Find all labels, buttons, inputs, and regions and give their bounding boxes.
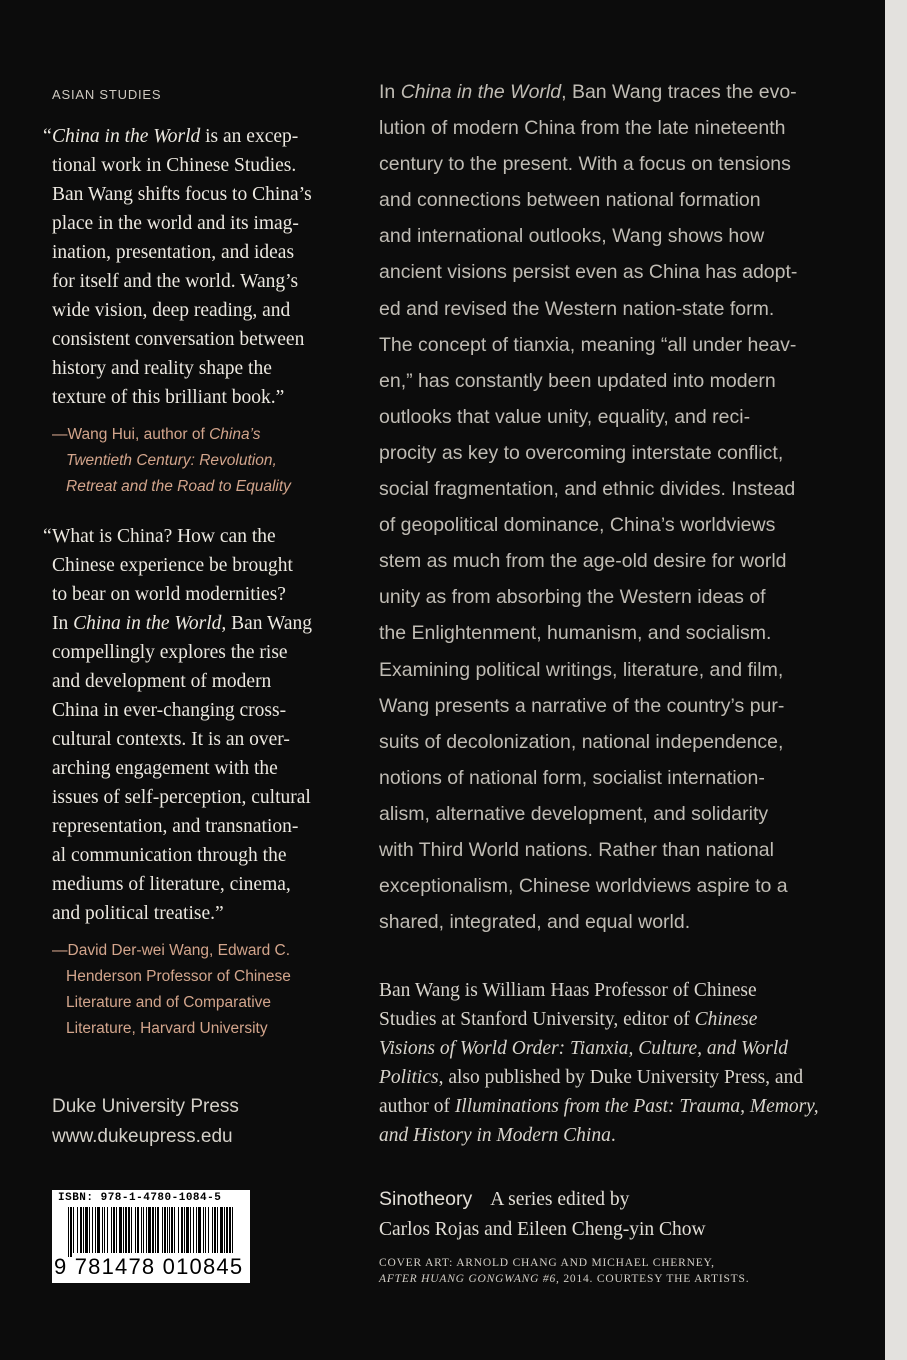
text-segment: and connections between national formation [379, 189, 761, 212]
text-line [379, 543, 839, 579]
attribution-line: Literature, Harvard University [66, 1020, 268, 1037]
text-line [379, 182, 839, 218]
text-line [379, 724, 839, 760]
blurb-quote-2-lines [52, 522, 352, 928]
barcode-bar [157, 1207, 159, 1253]
text-segment: China in ever-changing cross- [52, 700, 287, 721]
text-segment: is an excep- [200, 126, 299, 147]
barcode-bar [190, 1207, 191, 1253]
text-segment: arching engagement with the [52, 758, 278, 779]
italic-title: China in the World [52, 126, 201, 147]
barcode-bar [85, 1207, 88, 1253]
barcode-bar [111, 1207, 112, 1253]
text-segment: Ban Wang [226, 613, 313, 634]
publisher-name: Duke University Press [52, 1096, 239, 1117]
barcode-bar [186, 1207, 189, 1253]
text-line [379, 796, 839, 832]
barcode-bar [92, 1207, 93, 1253]
text-line [379, 868, 839, 904]
barcode-bar [229, 1207, 231, 1253]
barcode-bar [203, 1207, 204, 1253]
barcode-bar [152, 1207, 154, 1253]
barcode-bar [214, 1207, 216, 1253]
text-line [379, 435, 839, 471]
credit-line-1: COVER ART: ARNOLD CHANG AND MICHAEL CHERNEY, [379, 1257, 715, 1269]
text-segment: century to the present. With a focus on tensions [379, 153, 791, 176]
text-line [379, 471, 839, 507]
text-segment: ed and revised the Western nation-state form. [379, 297, 775, 320]
author-bio [379, 976, 849, 1150]
text-line [52, 267, 352, 296]
text-segment: , also published by Duke University Press, and [438, 1067, 804, 1088]
artwork-title: AFTER HUANG GONGWANG #6, [379, 1273, 560, 1285]
barcode-bar [167, 1207, 168, 1253]
barcode-bar [155, 1207, 156, 1253]
barcode-bar [226, 1207, 228, 1253]
text-segment: stem as much from the age-old desire for world [379, 550, 787, 573]
text-segment: texture of this brilliant book.” [52, 387, 285, 408]
isbn-label: ISBN: 978-1-4780-1084-5 [58, 1192, 222, 1204]
barcode-bar [193, 1207, 194, 1253]
text-line [379, 976, 849, 1005]
text-line [379, 1063, 849, 1092]
opening-quote-mark: “ [43, 126, 52, 147]
text-segment: consistent conversation between [52, 329, 305, 350]
barcode-bar [104, 1207, 105, 1253]
text-line [52, 551, 352, 580]
text-line [52, 180, 352, 209]
barcode-bar [181, 1207, 183, 1253]
text-segment: outlooks that value unity, equality, and reci- [379, 405, 751, 428]
text-line [52, 522, 352, 551]
text-segment: author of [379, 1096, 455, 1117]
barcode-bar [169, 1207, 170, 1253]
barcode-bar [164, 1207, 166, 1253]
text-segment: and development of modern [52, 671, 272, 692]
barcode-bar [70, 1207, 72, 1257]
text-line [52, 609, 352, 638]
text-segment: exceptionalism, Chinese worldviews aspire to a [379, 875, 788, 898]
text-line [52, 870, 352, 899]
text-line [52, 296, 352, 325]
category-label: ASIAN STUDIES [52, 87, 162, 102]
text-segment: cultural contexts. It is an over- [52, 729, 290, 750]
attribution-line: Literature and of Comparative [66, 994, 272, 1011]
italic-title: China in the World, [73, 613, 227, 634]
text-segment: representation, and transnation- [52, 816, 299, 837]
text-line [379, 652, 839, 688]
cover-art-credit [379, 1255, 859, 1287]
attribution-line: —David Der-wei Wang, Edward C. [52, 942, 291, 959]
italic-title: Visions of World Order: Tianxia, Culture, and World [379, 1038, 788, 1059]
text-line [52, 899, 352, 928]
text-segment: compellingly explores the rise [52, 642, 288, 663]
text-segment: Studies at Stanford University, editor of [379, 1009, 695, 1030]
text-segment: for itself and the world. Wang’s [52, 271, 299, 292]
barcode-bar [146, 1207, 147, 1253]
text-segment: suits of decolonization, national independence, [379, 730, 784, 753]
text-segment: to bear on world modernities? [52, 584, 286, 605]
text-segment: the Enlightenment, humanism, and socialism. [379, 622, 772, 645]
barcode-bar [196, 1207, 197, 1253]
barcode-bar [171, 1207, 173, 1253]
text-line [379, 579, 839, 615]
publisher-url: www.dukeupress.edu [52, 1126, 233, 1147]
barcode-bars [68, 1207, 238, 1257]
barcode-bar [89, 1207, 90, 1253]
italic-title: Chinese [694, 1009, 758, 1030]
text-line [52, 812, 352, 841]
text-line [52, 325, 352, 354]
text-line [379, 74, 839, 110]
blurb-attribution-2 [52, 938, 352, 1042]
text-segment: and international outlooks, Wang shows how [379, 225, 765, 248]
text-segment: Examining political writings, literature, and film, [379, 658, 784, 681]
text-line [379, 760, 839, 796]
barcode-bar [135, 1207, 136, 1253]
barcode-number: 9 781478 010845 [54, 1254, 244, 1279]
barcode-bar [116, 1207, 117, 1253]
text-line [52, 354, 352, 383]
series-name: Sinotheory [379, 1188, 473, 1210]
text-segment: Ban Wang is William Haas Professor of Chinese [379, 980, 757, 1001]
text-segment: What is China? How can the [52, 526, 276, 547]
italic-title: China in the World [400, 81, 562, 103]
barcode-bar [148, 1207, 151, 1253]
text-segment: place in the world and its imag- [52, 213, 299, 234]
text-line [52, 638, 352, 667]
text-line [52, 841, 352, 870]
text-segment: notions of national form, socialist internation- [379, 766, 765, 789]
text-line [379, 1034, 849, 1063]
barcode-bar [208, 1207, 209, 1253]
text-segment: Wang presents a narrative of the country’s pur- [379, 694, 785, 717]
text-line [379, 218, 839, 254]
text-line [379, 254, 839, 290]
opening-quote-mark: “ [43, 526, 52, 547]
barcode-bar [141, 1207, 142, 1253]
text-segment: with Third World nations. Rather than national [379, 838, 774, 861]
barcode-bar [162, 1207, 163, 1253]
barcode-bar [217, 1207, 218, 1253]
text-segment: shared, integrated, and equal world. [379, 911, 691, 934]
blurb-quote-1 [43, 122, 352, 412]
barcode-bar [128, 1207, 130, 1253]
text-line [379, 615, 839, 651]
text-line [52, 783, 352, 812]
text-line [379, 832, 839, 868]
barcode-bar [137, 1207, 139, 1253]
text-line [52, 667, 352, 696]
text-line [379, 110, 839, 146]
text-segment: Ban Wang shifts focus to China’s [52, 184, 312, 205]
text-segment: history and reality shape the [52, 358, 272, 379]
barcode-bar [184, 1207, 185, 1253]
barcode-bar [113, 1207, 115, 1253]
text-segment: Chinese experience be brought [52, 555, 293, 576]
barcode-bar [143, 1207, 144, 1253]
text-segment: social fragmentation, and ethnic divides. Instead [379, 478, 796, 501]
text-segment: wide vision, deep reading, and [52, 300, 291, 321]
book-description [379, 74, 839, 940]
text-segment: tional work in Chinese Studies. [52, 155, 297, 176]
text-segment: and political treatise.” [52, 903, 224, 924]
barcode-bar [123, 1207, 124, 1253]
text-line [52, 580, 352, 609]
text-segment: en,” has constantly been updated into modern [379, 369, 776, 392]
barcode-bar [198, 1207, 201, 1253]
barcode-bar [125, 1207, 127, 1253]
barcode-bar [68, 1207, 69, 1257]
text-segment: , Ban Wang traces the evo- [561, 81, 797, 103]
text-segment: The concept of tianxia, meaning “all under heav- [379, 333, 797, 356]
text-segment: ancient visions persist even as China has adopt- [379, 261, 798, 284]
text-line [379, 507, 839, 543]
credit-line-2: 2014. COURTESY THE ARTISTS. [559, 1273, 750, 1285]
barcode-bar [232, 1207, 233, 1253]
barcode-bar [205, 1207, 206, 1253]
barcode-bar [102, 1207, 103, 1253]
barcode-bar [73, 1207, 74, 1253]
barcode-bar [77, 1207, 78, 1253]
isbn-barcode [52, 1190, 250, 1283]
series-editors: Carlos Rojas and Eileen Cheng-yin Chow [379, 1219, 706, 1240]
series-info [379, 1184, 849, 1245]
text-line [52, 725, 352, 754]
text-line [52, 151, 352, 180]
attribution-line: Henderson Professor of Chinese [66, 968, 291, 985]
text-segment: unity as from absorbing the Western ideas of [379, 586, 766, 609]
barcode-bar [107, 1207, 108, 1253]
attribution-prefix: —Wang Hui, author of [52, 426, 210, 443]
text-segment: of geopolitical dominance, China’s worldviews [379, 514, 776, 537]
text-line [379, 399, 839, 435]
barcode-bar [224, 1207, 225, 1253]
barcode-bar [212, 1207, 213, 1253]
text-segment: al communication through the [52, 845, 287, 866]
text-line [379, 688, 839, 724]
text-segment: issues of self-perception, cultural [52, 787, 311, 808]
text-line [52, 122, 352, 151]
text-line [52, 754, 352, 783]
blurb-attribution-1 [52, 422, 352, 500]
text-line [379, 1092, 849, 1121]
text-line [379, 327, 839, 363]
blurb-quote-2 [43, 522, 352, 928]
barcode-bar [178, 1207, 179, 1253]
text-segment: alism, alternative development, and solidarity [379, 802, 769, 825]
blurb-quote-1-lines [52, 122, 352, 412]
text-line [52, 383, 352, 412]
text-segment: In [379, 81, 401, 103]
series-edited-by: A series edited by [490, 1189, 630, 1210]
text-line [379, 146, 839, 182]
barcode-bar [119, 1207, 122, 1253]
attribution-book-title: Twentieth Century: Revolution, [66, 452, 277, 469]
italic-title: and History in Modern China [379, 1125, 611, 1146]
spine-edge [885, 0, 907, 1360]
text-segment: procity as key to overcoming interstate conflict, [379, 441, 784, 464]
text-line [379, 904, 839, 940]
attribution-book-title: Retreat and the Road to Equality [66, 478, 291, 495]
barcode-bar [80, 1207, 82, 1253]
text-line [379, 363, 839, 399]
text-segment: In [52, 613, 74, 634]
barcode-bar [97, 1207, 100, 1253]
barcode-bar [95, 1207, 96, 1253]
text-line [379, 291, 839, 327]
text-line [379, 1005, 849, 1034]
text-segment: mediums of literature, cinema, [52, 874, 291, 895]
publisher-block [52, 1092, 239, 1152]
barcode-bar [131, 1207, 132, 1253]
text-segment: . [610, 1125, 616, 1146]
text-line [52, 696, 352, 725]
italic-title: Illuminations from the Past: Trauma, Memory, [454, 1096, 819, 1117]
barcode-bar [174, 1207, 175, 1253]
barcode-bar [83, 1207, 84, 1253]
text-line [52, 238, 352, 267]
attribution-book-title: China’s [209, 426, 261, 443]
italic-title: Politics [379, 1067, 439, 1088]
text-line [379, 1121, 849, 1150]
text-segment: lution of modern China from the late nineteenth [379, 117, 786, 140]
text-line [52, 209, 352, 238]
barcode-bar [220, 1207, 223, 1253]
text-segment: ination, presentation, and ideas [52, 242, 295, 263]
